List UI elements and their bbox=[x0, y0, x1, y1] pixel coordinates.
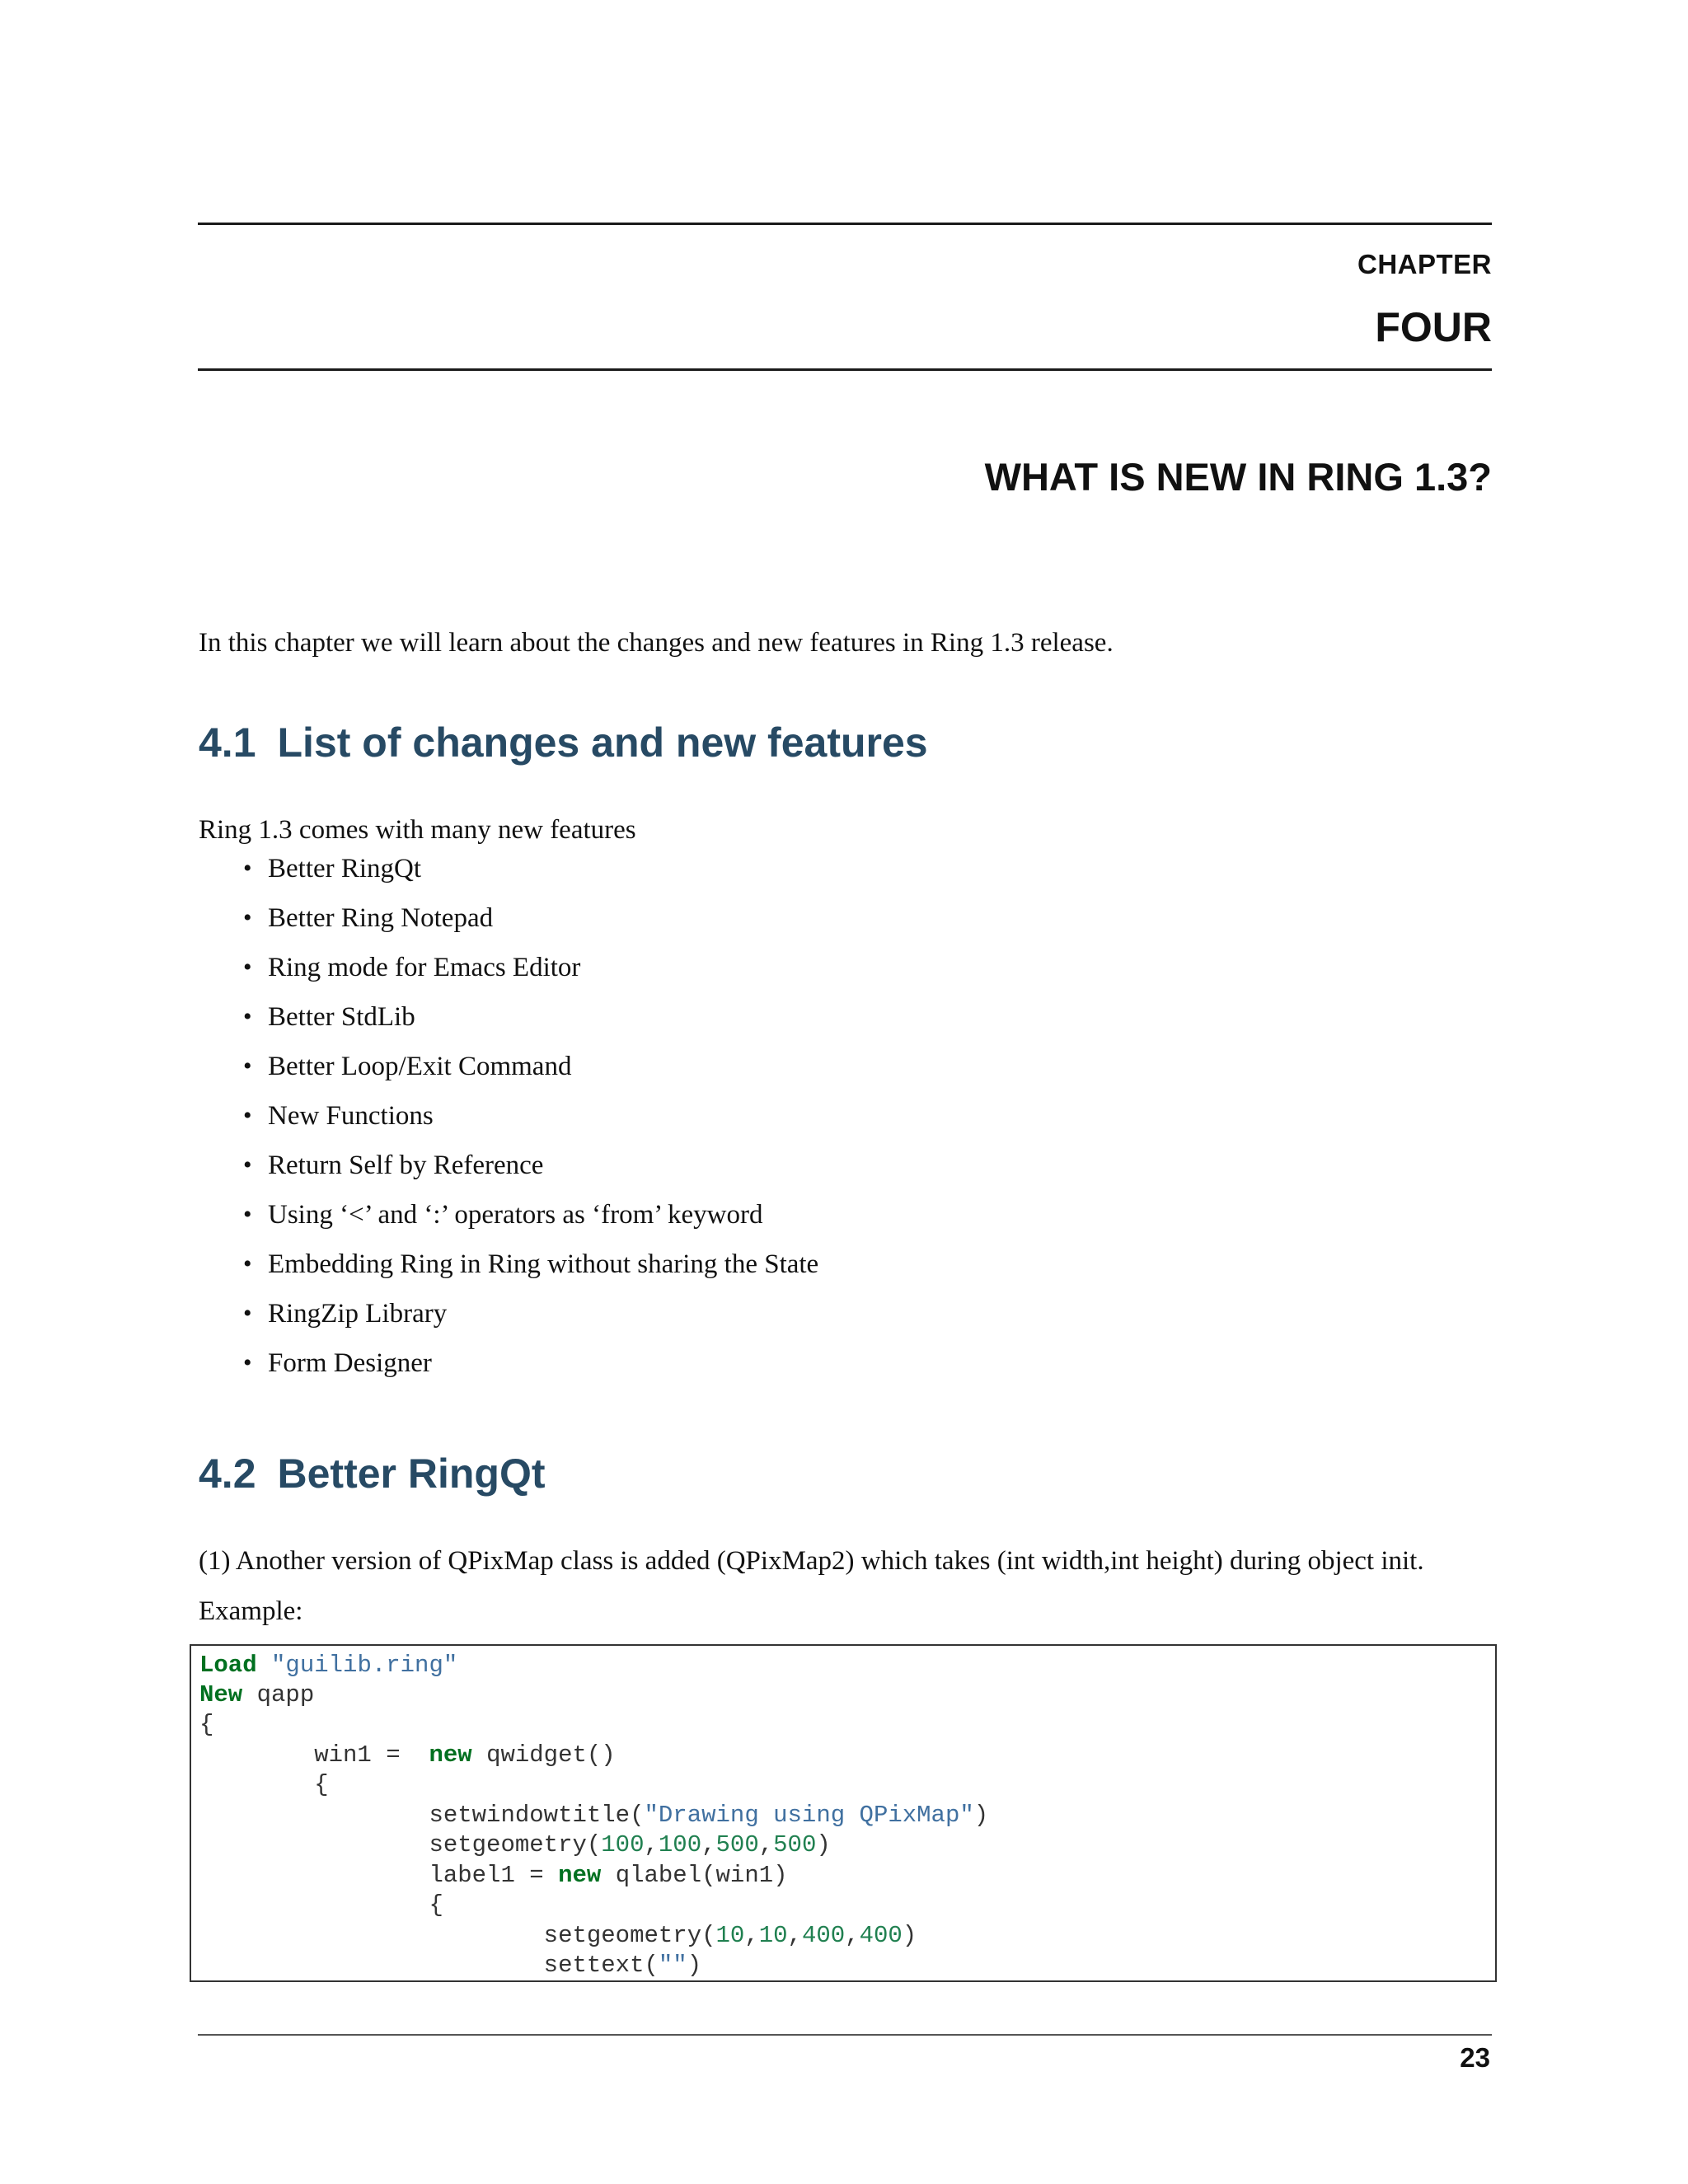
section-heading-4-1 bbox=[199, 719, 928, 766]
section-title: List of changes and new features bbox=[277, 719, 928, 766]
list-item: • Better StdLib bbox=[243, 1002, 415, 1032]
bullet-icon: • bbox=[243, 1250, 252, 1277]
intro-paragraph: In this chapter we will learn about the changes and new features in Ring 1.3 release. bbox=[199, 628, 1114, 658]
example-label: Example: bbox=[199, 1596, 303, 1626]
code-line: { bbox=[199, 1891, 443, 1919]
bullet-icon: • bbox=[243, 904, 252, 931]
code-line: New qapp bbox=[199, 1681, 315, 1708]
list-item: • Embedding Ring in Ring without sharing the State bbox=[243, 1249, 819, 1279]
chapter-title: WHAT IS NEW IN RING 1.3? bbox=[984, 455, 1492, 499]
section-number: 4.2 bbox=[199, 1451, 256, 1497]
section-heading-4-2 bbox=[199, 1450, 546, 1497]
page-number: 23 bbox=[1460, 2042, 1490, 2073]
section-paragraph: (1) Another version of QPixMap class is added (QPixMap2) which takes (int width,int height) during object init. bbox=[199, 1546, 1424, 1576]
bullet-icon: • bbox=[243, 1349, 252, 1376]
code-line: { bbox=[199, 1771, 329, 1798]
list-item: • Ring mode for Emacs Editor bbox=[243, 953, 581, 982]
list-item: • Using ‘<’ and ‘:’ operators as ‘from’ keyword bbox=[243, 1200, 763, 1230]
section-number: 4.1 bbox=[199, 719, 256, 766]
section-lead-paragraph: Ring 1.3 comes with many new features bbox=[199, 815, 636, 845]
bullet-icon: • bbox=[243, 954, 252, 981]
bullet-icon: • bbox=[243, 855, 252, 882]
header-top-rule bbox=[198, 223, 1492, 225]
list-item: • Better RingQt bbox=[243, 854, 422, 883]
code-line: { bbox=[199, 1711, 214, 1738]
list-item: • RingZip Library bbox=[243, 1299, 448, 1329]
code-line: setgeometry(10,10,400,400) bbox=[199, 1922, 917, 1949]
bullet-icon: • bbox=[243, 1300, 252, 1327]
code-line: win1 = new qwidget() bbox=[199, 1741, 616, 1769]
code-line: setgeometry(100,100,500,500) bbox=[199, 1831, 831, 1858]
bullet-icon: • bbox=[243, 1201, 252, 1228]
chapter-label: CHAPTER bbox=[1357, 249, 1492, 279]
bullet-icon: • bbox=[243, 1052, 252, 1080]
code-block bbox=[190, 1644, 1497, 1982]
bullet-icon: • bbox=[243, 1102, 252, 1129]
list-item: • Form Designer bbox=[243, 1348, 432, 1378]
chapter-number: FOUR bbox=[1375, 304, 1492, 350]
code-line: label1 = new qlabel(win1) bbox=[199, 1862, 788, 1889]
feature-list bbox=[243, 852, 818, 1396]
bullet-icon: • bbox=[243, 1151, 252, 1179]
section-title: Better RingQt bbox=[277, 1451, 546, 1497]
code-line: Load "guilib.ring" bbox=[199, 1652, 458, 1679]
list-item: • Better Ring Notepad bbox=[243, 903, 494, 933]
list-item: • New Functions bbox=[243, 1101, 434, 1131]
code-line: settext("") bbox=[199, 1952, 702, 1979]
bullet-icon: • bbox=[243, 1003, 252, 1030]
footer-rule bbox=[198, 2034, 1492, 2036]
code-line: setwindowtitle("Drawing using QPixMap") bbox=[199, 1802, 989, 1829]
list-item: • Return Self by Reference bbox=[243, 1151, 544, 1180]
header-bottom-rule bbox=[198, 368, 1492, 371]
list-item: • Better Loop/Exit Command bbox=[243, 1052, 572, 1081]
